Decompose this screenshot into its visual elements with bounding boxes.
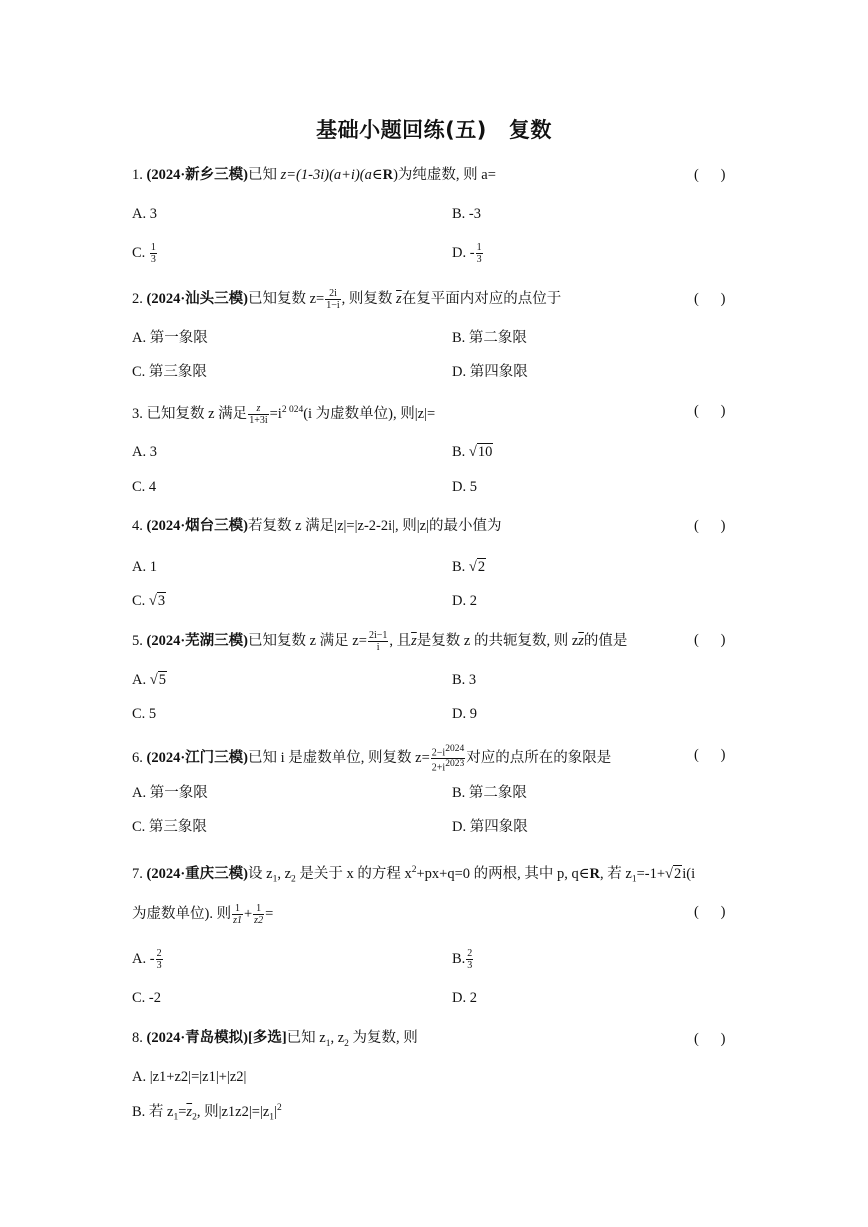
answer-blank-3[interactable]: ( ) (694, 403, 726, 419)
question-5-stem: 5. (2024·芜湖三模)已知复数 z 满足 z= $\frac{2i-1}{i}$ , 且$\overline{z}$是复数 z 的共轭复数, 则 $z\overline{z}$的值是 (132, 630, 628, 653)
question-source: (2024·芜湖三模) (146, 632, 248, 649)
q5-option-b[interactable]: B. 3 (452, 672, 477, 688)
q3-option-a[interactable]: A. 3 (132, 444, 157, 460)
q2-option-a[interactable]: A. 第一象限 (132, 330, 208, 346)
question-source: (2024·汕头三模) (146, 290, 248, 307)
q8-option-a[interactable]: A. |z1+z2|=|z1|+|z2| (132, 1069, 247, 1085)
q5-option-c[interactable]: C. 5 (132, 706, 157, 722)
question-source: (2024·江门三模) (146, 750, 248, 767)
question-7-stem: 7. (2024·重庆三模)设 $z_1$, $z_2$ 是关于 x 的方程 $x^2+px+q=0$ 的两根, 其中 p, q∈R, 若 $z_1=-1+√2i(i$ (132, 865, 696, 885)
question-6-stem: 6. (2024·江门三模)已知 i 是虚数单位, 则复数 z= $\frac{2-i^{2024}}{2+i^{2023}}$ 对应的点所在的象限是 (132, 744, 612, 774)
q6-option-b[interactable]: B. 第二象限 (452, 785, 527, 801)
question-2-stem: 2. (2024·汕头三模)已知复数 z= $\frac{2i}{1-i}$ , 则复数 $\overline{z}$在复平面内对应的点位于 (132, 288, 562, 311)
title-sub: 复数 (508, 118, 552, 142)
question-source: (2024·青岛模拟) (146, 1030, 248, 1046)
q1-option-d[interactable]: D. - $\frac{1}{3}$ (452, 242, 482, 265)
q1-option-a[interactable]: A. 3 (132, 206, 157, 222)
q3-option-b[interactable]: B. √10 (452, 444, 493, 460)
q2-option-c[interactable]: C. 第三象限 (132, 364, 207, 380)
q6-option-a[interactable]: A. 第一象限 (132, 785, 208, 801)
question-3-stem: 3. 已知复数 z 满足 $\frac{z}{1+3i}$ $=i^{2 024}(i$ 为虚数单位), 则|z|= (132, 403, 436, 426)
q4-option-c[interactable]: C. √3 (132, 593, 166, 609)
answer-blank-2[interactable]: ( ) (694, 291, 726, 307)
multi-select-tag: [多选] (248, 1030, 287, 1046)
q2-option-d[interactable]: D. 第四象限 (452, 364, 528, 380)
q5-option-d[interactable]: D. 9 (452, 706, 477, 722)
q1-option-b[interactable]: B. -3 (452, 206, 481, 222)
q4-option-a[interactable]: A. 1 (132, 559, 157, 575)
q7-option-d[interactable]: D. 2 (452, 990, 477, 1006)
q1-option-c[interactable]: C. $\frac{1}{3}$ (132, 242, 156, 265)
q5-option-a[interactable]: A. √5 (132, 672, 166, 688)
question-7-stem-line2: 为虚数单位). 则 $\frac{1}{z1}$ + $\frac{1}{z2}$ = (132, 903, 274, 926)
answer-blank-7[interactable]: ( ) (694, 904, 726, 920)
q4-option-b[interactable]: B. √2 (452, 559, 486, 575)
question-1-stem: 1. (2024·新乡三模)已知 z=(1-3i)(a+i)(a∈R)为纯虚数, 则 a= (132, 167, 496, 183)
title-main: 基础小题回练(五) (316, 118, 487, 142)
answer-blank-6[interactable]: ( ) (694, 747, 726, 763)
q8-option-b[interactable]: B. 若 $z_1=\overline{z}_2$, 则$|z1z2|=|z_1|^2$ (132, 1103, 282, 1123)
question-8-stem: 8. (2024·青岛模拟)[多选]已知 $z_1$, $z_2$ 为复数, 则 (132, 1030, 418, 1049)
answer-blank-4[interactable]: ( ) (694, 518, 726, 534)
answer-blank-8[interactable]: ( ) (694, 1031, 726, 1047)
q6-option-d[interactable]: D. 第四象限 (452, 819, 528, 835)
q2-option-b[interactable]: B. 第二象限 (452, 330, 527, 346)
q3-option-c[interactable]: C. 4 (132, 479, 157, 495)
question-source: (2024·烟台三模) (146, 518, 248, 534)
answer-blank-1[interactable]: ( ) (694, 167, 726, 183)
question-source: (2024·重庆三模) (146, 865, 248, 882)
q7-option-c[interactable]: C. -2 (132, 990, 161, 1006)
answer-blank-5[interactable]: ( ) (694, 632, 726, 648)
q3-option-d[interactable]: D. 5 (452, 479, 477, 495)
page-title (0, 114, 868, 144)
q7-option-b[interactable]: B. $\frac{2}{3}$ (452, 948, 473, 971)
q4-option-d[interactable]: D. 2 (452, 593, 477, 609)
q7-option-a[interactable]: A. - $\frac{2}{3}$ (132, 948, 162, 971)
question-source: (2024·新乡三模) (146, 167, 248, 183)
question-4-stem: 4. (2024·烟台三模)若复数 z 满足|z|=|z-2-2i|, 则|z|的最小值为 (132, 518, 502, 534)
q6-option-c[interactable]: C. 第三象限 (132, 819, 207, 835)
